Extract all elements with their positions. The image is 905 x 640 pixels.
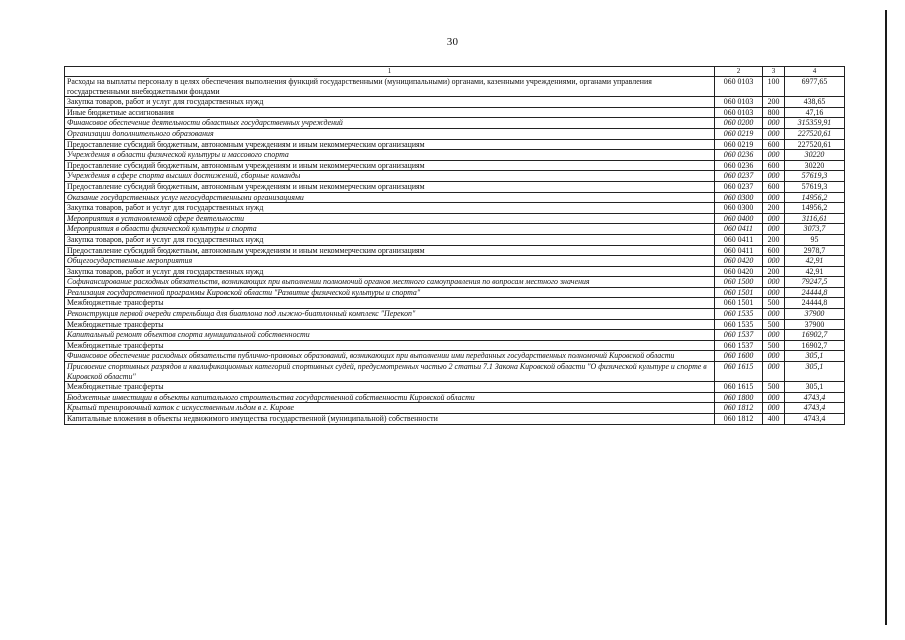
target-code-cell: 060 0219 bbox=[715, 139, 763, 150]
expense-type-cell: 800 bbox=[763, 107, 785, 118]
expense-name-cell: Закупка товаров, работ и услуг для государственных нужд bbox=[65, 97, 715, 108]
table-row bbox=[65, 181, 845, 192]
expense-type-cell: 200 bbox=[763, 234, 785, 245]
target-code-cell: 060 0420 bbox=[715, 256, 763, 267]
expense-name-cell: Мероприятия в области физической культуры и спорта bbox=[65, 224, 715, 235]
target-code-cell: 060 0300 bbox=[715, 203, 763, 214]
table-row bbox=[65, 309, 845, 320]
table-row bbox=[65, 382, 845, 393]
amount-cell: 305,1 bbox=[785, 362, 845, 382]
target-code-cell: 060 0103 bbox=[715, 77, 763, 97]
amount-cell: 3073,7 bbox=[785, 224, 845, 235]
header-col-1: 1 bbox=[65, 67, 715, 77]
amount-cell: 4743,4 bbox=[785, 403, 845, 414]
header-col-4: 4 bbox=[785, 67, 845, 77]
expense-name-cell: Учреждения в области физической культуры и массового спорта bbox=[65, 150, 715, 161]
amount-cell: 30220 bbox=[785, 160, 845, 171]
amount-cell: 14956,2 bbox=[785, 203, 845, 214]
target-code-cell: 060 0300 bbox=[715, 192, 763, 203]
target-code-cell: 060 0103 bbox=[715, 97, 763, 108]
amount-cell: 2978,7 bbox=[785, 245, 845, 256]
expense-name-cell: Предоставление субсидий бюджетным, автономным учреждениям и иным некоммерческим организациям bbox=[65, 181, 715, 192]
expense-name-cell: Межбюджетные трансферты bbox=[65, 319, 715, 330]
target-code-cell: 060 0200 bbox=[715, 118, 763, 129]
expense-type-cell: 200 bbox=[763, 203, 785, 214]
table-row bbox=[65, 351, 845, 362]
target-code-cell: 060 0411 bbox=[715, 245, 763, 256]
target-code-cell: 060 1600 bbox=[715, 351, 763, 362]
table-row bbox=[65, 128, 845, 139]
expense-name-cell: Финансовое обеспечение деятельности областных государственных учреждений bbox=[65, 118, 715, 129]
target-code-cell: 060 1537 bbox=[715, 340, 763, 351]
amount-cell: 227520,61 bbox=[785, 128, 845, 139]
expense-type-cell: 000 bbox=[763, 128, 785, 139]
table-row bbox=[65, 319, 845, 330]
amount-cell: 47,16 bbox=[785, 107, 845, 118]
expense-type-cell: 000 bbox=[763, 362, 785, 382]
expense-type-cell: 000 bbox=[763, 213, 785, 224]
scan-edge-rule bbox=[885, 10, 887, 625]
amount-cell: 37900 bbox=[785, 309, 845, 320]
amount-cell: 14956,2 bbox=[785, 192, 845, 203]
expense-name-cell: Финансовое обеспечение расходных обязательств публично-правовых образований, возникающих при выполнении ими переданных государственных полномочий Кировской области bbox=[65, 351, 715, 362]
expense-name-cell: Бюджетные инвестиции в объекты капитального строительства государственной собственности Кировской области bbox=[65, 392, 715, 403]
expense-type-cell: 000 bbox=[763, 330, 785, 341]
amount-cell: 16902,7 bbox=[785, 330, 845, 341]
expense-name-cell: Присвоение спортивных разрядов и квалификационных категорий спортивных судей, предусмотренных частью 2 статьи 7.1 Закона Кировской области "О физической культуре и спорте в Кировской области" bbox=[65, 362, 715, 382]
expense-type-cell: 500 bbox=[763, 340, 785, 351]
expense-type-cell: 000 bbox=[763, 171, 785, 182]
expense-type-cell: 200 bbox=[763, 266, 785, 277]
expense-name-cell: Капитальный ремонт объектов спорта муниципальной собственности bbox=[65, 330, 715, 341]
expense-name-cell: Реализация государственной программы Кировской области "Развитие физической культуры и спорта" bbox=[65, 287, 715, 298]
expense-type-cell: 000 bbox=[763, 392, 785, 403]
expense-name-cell: Закупка товаров, работ и услуг для государственных нужд bbox=[65, 234, 715, 245]
table-row bbox=[65, 414, 845, 425]
amount-cell: 37900 bbox=[785, 319, 845, 330]
table-row bbox=[65, 245, 845, 256]
amount-cell: 315359,91 bbox=[785, 118, 845, 129]
target-code-cell: 060 0236 bbox=[715, 160, 763, 171]
target-code-cell: 060 1615 bbox=[715, 362, 763, 382]
amount-cell: 79247,5 bbox=[785, 277, 845, 288]
expense-type-cell: 600 bbox=[763, 160, 785, 171]
amount-cell: 305,1 bbox=[785, 382, 845, 393]
target-code-cell: 060 0400 bbox=[715, 213, 763, 224]
target-code-cell: 060 1812 bbox=[715, 414, 763, 425]
table-row bbox=[65, 160, 845, 171]
table-row bbox=[65, 118, 845, 129]
amount-cell: 57619,3 bbox=[785, 181, 845, 192]
amount-cell: 30220 bbox=[785, 150, 845, 161]
expense-type-cell: 600 bbox=[763, 139, 785, 150]
expense-name-cell: Предоставление субсидий бюджетным, автономным учреждениям и иным некоммерческим организациям bbox=[65, 160, 715, 171]
table-row bbox=[65, 213, 845, 224]
target-code-cell: 060 0103 bbox=[715, 107, 763, 118]
table-row bbox=[65, 234, 845, 245]
target-code-cell: 060 1800 bbox=[715, 392, 763, 403]
expense-type-cell: 500 bbox=[763, 298, 785, 309]
expense-name-cell: Иные бюджетные ассигнования bbox=[65, 107, 715, 118]
table-header-row bbox=[65, 67, 845, 77]
budget-table-container bbox=[64, 66, 844, 425]
amount-cell: 16902,7 bbox=[785, 340, 845, 351]
amount-cell: 57619,3 bbox=[785, 171, 845, 182]
expense-name-cell: Межбюджетные трансферты bbox=[65, 382, 715, 393]
expense-name-cell: Реконструкция первой очереди стрельбища для биатлона под лыжно-биатлонный комплекс "Перекоп" bbox=[65, 309, 715, 320]
target-code-cell: 060 1537 bbox=[715, 330, 763, 341]
table-row bbox=[65, 171, 845, 182]
target-code-cell: 060 0237 bbox=[715, 181, 763, 192]
amount-cell: 24444,8 bbox=[785, 298, 845, 309]
target-code-cell: 060 0411 bbox=[715, 224, 763, 235]
table-body bbox=[65, 77, 845, 425]
expense-type-cell: 500 bbox=[763, 382, 785, 393]
table-row bbox=[65, 266, 845, 277]
target-code-cell: 060 0237 bbox=[715, 171, 763, 182]
expense-type-cell: 000 bbox=[763, 256, 785, 267]
target-code-cell: 060 0420 bbox=[715, 266, 763, 277]
target-code-cell: 060 1615 bbox=[715, 382, 763, 393]
target-code-cell: 060 1501 bbox=[715, 298, 763, 309]
expense-name-cell: Общегосударственные мероприятия bbox=[65, 256, 715, 267]
expense-name-cell: Мероприятия в установленной сфере деятельности bbox=[65, 213, 715, 224]
header-col-3: 3 bbox=[763, 67, 785, 77]
expense-name-cell: Межбюджетные трансферты bbox=[65, 340, 715, 351]
target-code-cell: 060 1535 bbox=[715, 309, 763, 320]
table-row bbox=[65, 77, 845, 97]
expense-name-cell: Учреждения в сфере спорта высших достижений, сборные команды bbox=[65, 171, 715, 182]
target-code-cell: 060 0219 bbox=[715, 128, 763, 139]
target-code-cell: 060 0411 bbox=[715, 234, 763, 245]
budget-table bbox=[64, 66, 845, 425]
expense-type-cell: 000 bbox=[763, 403, 785, 414]
expense-type-cell: 600 bbox=[763, 181, 785, 192]
amount-cell: 42,91 bbox=[785, 266, 845, 277]
expense-name-cell: Крытый тренировочный каток с искусственным льдом в г. Кирове bbox=[65, 403, 715, 414]
amount-cell: 3116,61 bbox=[785, 213, 845, 224]
expense-type-cell: 000 bbox=[763, 224, 785, 235]
table-row bbox=[65, 403, 845, 414]
target-code-cell: 060 0236 bbox=[715, 150, 763, 161]
table-row bbox=[65, 203, 845, 214]
expense-type-cell: 000 bbox=[763, 287, 785, 298]
table-row bbox=[65, 277, 845, 288]
expense-type-cell: 000 bbox=[763, 351, 785, 362]
amount-cell: 4743,4 bbox=[785, 414, 845, 425]
expense-name-cell: Предоставление субсидий бюджетным, автономным учреждениям и иным некоммерческим организациям bbox=[65, 139, 715, 150]
table-row bbox=[65, 97, 845, 108]
target-code-cell: 060 1500 bbox=[715, 277, 763, 288]
target-code-cell: 060 1501 bbox=[715, 287, 763, 298]
expense-type-cell: 400 bbox=[763, 414, 785, 425]
table-row bbox=[65, 298, 845, 309]
expense-name-cell: Софинансирование расходных обязательств, возникающих при выполнении полномочий органов местного самоуправления по вопросам местного значения bbox=[65, 277, 715, 288]
expense-type-cell: 000 bbox=[763, 309, 785, 320]
amount-cell: 4743,4 bbox=[785, 392, 845, 403]
expense-type-cell: 500 bbox=[763, 319, 785, 330]
expense-name-cell: Капитальные вложения в объекты недвижимого имущества государственной (муниципальной) собственности bbox=[65, 414, 715, 425]
table-row bbox=[65, 392, 845, 403]
expense-type-cell: 100 bbox=[763, 77, 785, 97]
table-row bbox=[65, 139, 845, 150]
header-col-2: 2 bbox=[715, 67, 763, 77]
expense-type-cell: 600 bbox=[763, 245, 785, 256]
expense-name-cell: Организации дополнительного образования bbox=[65, 128, 715, 139]
expense-name-cell: Закупка товаров, работ и услуг для государственных нужд bbox=[65, 203, 715, 214]
table-row bbox=[65, 330, 845, 341]
amount-cell: 6977,65 bbox=[785, 77, 845, 97]
expense-type-cell: 000 bbox=[763, 192, 785, 203]
expense-name-cell: Закупка товаров, работ и услуг для государственных нужд bbox=[65, 266, 715, 277]
amount-cell: 438,65 bbox=[785, 97, 845, 108]
expense-type-cell: 000 bbox=[763, 150, 785, 161]
table-row bbox=[65, 150, 845, 161]
table-row bbox=[65, 287, 845, 298]
target-code-cell: 060 1812 bbox=[715, 403, 763, 414]
table-row bbox=[65, 340, 845, 351]
expense-name-cell: Оказание государственных услуг негосударственными организациями bbox=[65, 192, 715, 203]
amount-cell: 42,91 bbox=[785, 256, 845, 267]
table-row bbox=[65, 192, 845, 203]
expense-name-cell: Предоставление субсидий бюджетным, автономным учреждениям и иным некоммерческим организациям bbox=[65, 245, 715, 256]
table-row bbox=[65, 256, 845, 267]
expense-type-cell: 000 bbox=[763, 277, 785, 288]
amount-cell: 95 bbox=[785, 234, 845, 245]
amount-cell: 305,1 bbox=[785, 351, 845, 362]
expense-type-cell: 200 bbox=[763, 97, 785, 108]
amount-cell: 227520,61 bbox=[785, 139, 845, 150]
table-row bbox=[65, 362, 845, 382]
expense-name-cell: Межбюджетные трансферты bbox=[65, 298, 715, 309]
expense-type-cell: 000 bbox=[763, 118, 785, 129]
expense-name-cell: Расходы на выплаты персоналу в целях обеспечения выполнения функций государственными (муниципальными) органами, казенными учреждениями, органами управления государственными внебюджетными фондами bbox=[65, 77, 715, 97]
table-row bbox=[65, 224, 845, 235]
amount-cell: 24444,8 bbox=[785, 287, 845, 298]
page-number: 30 bbox=[446, 36, 459, 48]
target-code-cell: 060 1535 bbox=[715, 319, 763, 330]
table-row bbox=[65, 107, 845, 118]
